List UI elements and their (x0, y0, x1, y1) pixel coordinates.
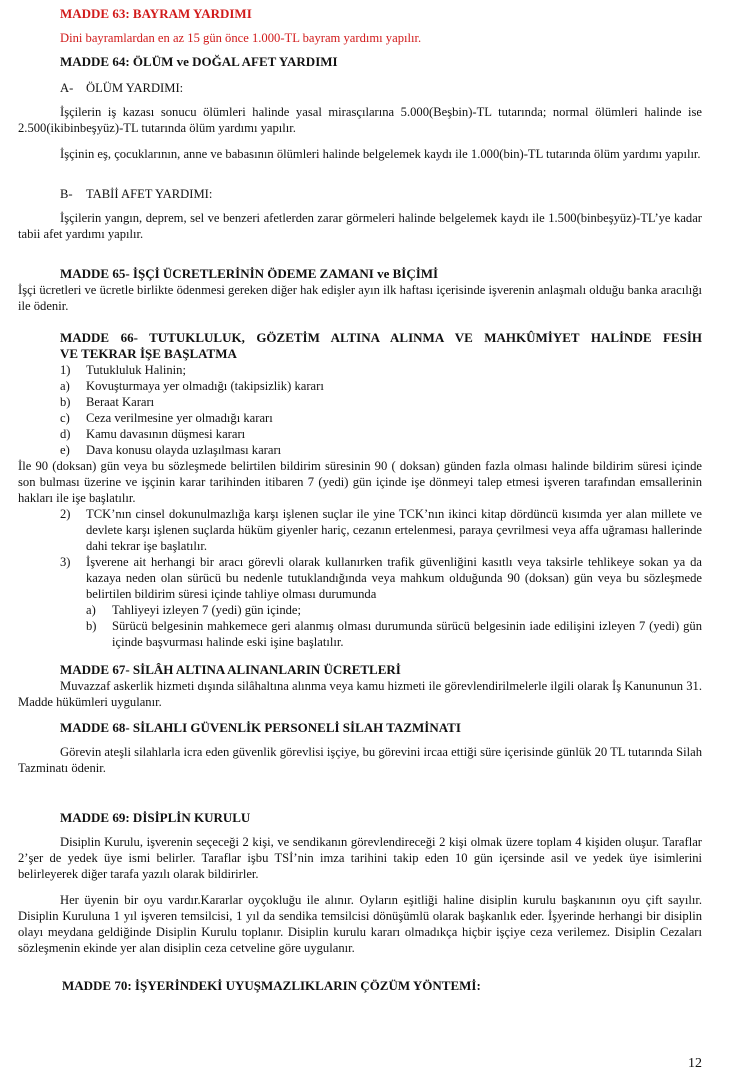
article-64-a-label: A- (60, 81, 74, 95)
article-67-text: Muvazzaf askerlik hizmeti dışında silâhaltına alınma veya kamu hizmeti ile görevlendirilmelerle ilgili olarak İş Kanununun 31. Madde hükümleri uygulanır. (18, 679, 702, 709)
article-63-text: Dini bayramlardan en az 15 gün önce 1.000-TL bayram yardımı yapılır. (60, 31, 422, 45)
article-66-item-2-number: 2) (60, 507, 71, 521)
article-66-item-3-number: 3) (60, 555, 71, 569)
article-70-title: MADDE 70: İŞYERİNDEKİ UYUŞMAZLIKLARIN ÇÖZÜM YÖNTEMİ: (62, 978, 481, 993)
article-66-item-3a-number: a) (86, 603, 96, 617)
article-65-title: MADDE 65- İŞÇİ ÜCRETLERİNİN ÖDEME ZAMANI ve BİÇİMİ (60, 266, 439, 281)
list-item-number: 1) (60, 363, 71, 377)
article-64-paragraph-2: İşçinin eş, çocuklarının, anne ve babasının ölümleri halinde belgelemek kaydı ile 1.000(bin)-TL tutarında ölüm yardımı yapılır. (60, 147, 701, 161)
list-item-text: Kovuşturmaya yer olmadığı (takipsizlik) kararı (86, 379, 324, 393)
article-64-b-title: TABİİ AFET YARDIMI: (86, 187, 213, 201)
article-64-paragraph-3: İşçilerin yangın, deprem, sel ve benzeri afetlerden zarar görmeleri halinde belgelemek kaydı ile 1.500(binbeşyüz)-TL’ye kadar tabii afet yardımı yapılır. (18, 211, 702, 241)
list-item-text: Tutukluluk Halinin; (86, 363, 186, 377)
page-number: 12 (688, 1056, 702, 1071)
article-66-title-line-2: VE TEKRAR İŞE BAŞLATMA (60, 346, 237, 361)
list-item-number: d) (60, 427, 71, 441)
article-66-item-3a-text: Tahliyeyi izleyen 7 (yedi) gün içinde; (112, 603, 302, 617)
article-68-title: MADDE 68- SİLAHLI GÜVENLİK PERSONELİ SİLAH TAZMİNATI (60, 720, 461, 735)
list-item-number: a) (60, 379, 70, 393)
article-67-title: MADDE 67- SİLÂH ALTINA ALINANLARIN ÜCRETLERİ (60, 662, 401, 677)
article-64-b-label: B- (60, 187, 73, 201)
article-69-title: MADDE 69: DİSİPLİN KURULU (60, 810, 251, 825)
list-item-text: Beraat Kararı (86, 395, 155, 409)
article-66-item-3-text: İşverene ait herhangi bir aracı görevli olarak kullanırken trafik güvenliğini kasıtlı veya taksirle tehlikeye sokan ya da kazaya neden olan sürücü bu nedenle tutuklandığında veya mahkum olduğunda 90 (doksan) gün veya bu sözleşmede belirtilen bildirim süresi içinde tahliye olması durumunda (86, 555, 702, 601)
article-63-title: MADDE 63: BAYRAM YARDIMI (60, 6, 252, 21)
list-item-number: b) (60, 395, 71, 409)
article-69-paragraph-1: Disiplin Kurulu, işverenin seçeceği 2 kişi, ve sendikanın görevlendireceği 2 kişi olmak üzere toplam 4 kişiden oluşur. Taraflar 2’şer de yedek üye ismi belirler. Taraflar işbu TSİ’nin imza tarihini takip eden 10 gün içersinde asil ve yedek üye isimlerini belirleyerek diğer tarafa yazılı olarak bildirirler. (18, 835, 702, 881)
article-64-title: MADDE 64: ÖLÜM ve DOĞAL AFET YARDIMI (60, 54, 338, 69)
article-66-paragraph: İle 90 (doksan) gün veya bu sözleşmede belirtilen bildirim süresinin 90 ( doksan) günden fazla olması halinde bildirim süresi içinde son bulması üzerine ve işçinin karar tarihinden itibaren 7 (yedi) gün içinde işe dönmeyi talep etmesi işveren tarafından emsallerinin hakları ile işe başlatılır. (18, 459, 702, 505)
list-item-text: Kamu davasının düşmesi kararı (86, 427, 246, 441)
article-66-item-3b-number: b) (86, 619, 97, 633)
article-64-paragraph-1: İşçilerin iş kazası sonucu ölümleri halinde yasal mirasçılarına 5.000(Beşbin)-TL tutarında; normal ölümleri halinde ise 2.500(ikibinbeşyüz)-TL tutarında ölüm yardımı yapılır. (18, 105, 702, 135)
article-66-item-2-text: TCK’nın cinsel dokunulmazlığa karşı işlenen suçlar ile yine TCK’nın ikinci kitap dördüncü kısımda yer alan millete ve devlete karşı işlenen suçlarda hüküm giyenler hariç, cezanın ertelenmesi, paraya çevrilmesi veya affa uğraması hallerinde dahi tekrar işe başlatılır. (86, 507, 702, 553)
article-69-paragraph-2: Her üyenin bir oyu vardır.Kararlar oyçokluğu ile alınır. Oyların eşitliği haline disiplin kurulu başkanının oyu çift sayılır. Disiplin Kuruluna 1 yıl işveren temsilcisi, 1 yıl da sendika temsilcisi dönüşümlü olarak başkanlık eder. İşyerinde herhangi bir disiplin olayı meydana geldiğinde Disiplin Kurulu toplanır. Disiplin kurulu kararı olmadıkça hiçbir işçiye ceza verilemez. Disiplin Cezaları sözleşmenin ekinde yer alan disiplin ceza cetveline göre uygulanır. (18, 893, 702, 955)
list-item-number: e) (60, 443, 70, 457)
article-64-a-title: ÖLÜM YARDIMI: (86, 81, 184, 95)
article-65-text: İşçi ücretleri ve ücretle birlikte ödenmesi gereken diğer hak edişler ayın ilk haftası içerisinde işverenin anlaşmalı olduğu banka aracılığı ile ödenir. (18, 283, 702, 313)
article-66-title-line-1: MADDE 66- TUTUKLULUK, GÖZETİM ALTINA ALINMA VE MAHKÛMİYET HALİNDE FESİH (60, 330, 702, 345)
list-item-number: c) (60, 411, 70, 425)
list-item-text: Dava konusu olayda uzlaşılması kararı (86, 443, 282, 457)
article-68-text: Görevin ateşli silahlarla icra eden güvenlik görevlisi işçiye, bu görevini ircaa ettiği süre içerisinde günlük 20 TL tutarında Silah Tazminatı ödenir. (18, 745, 702, 775)
list-item-text: Ceza verilmesine yer olmadığı kararı (86, 411, 273, 425)
article-66-item-3b-text: Sürücü belgesinin mahkemece geri alanmış olması durumunda sürücü belgesinin iade edilişini izleyen 7 (yedi) gün içinde başvurması halinde eski işine başlatılır. (112, 619, 702, 649)
